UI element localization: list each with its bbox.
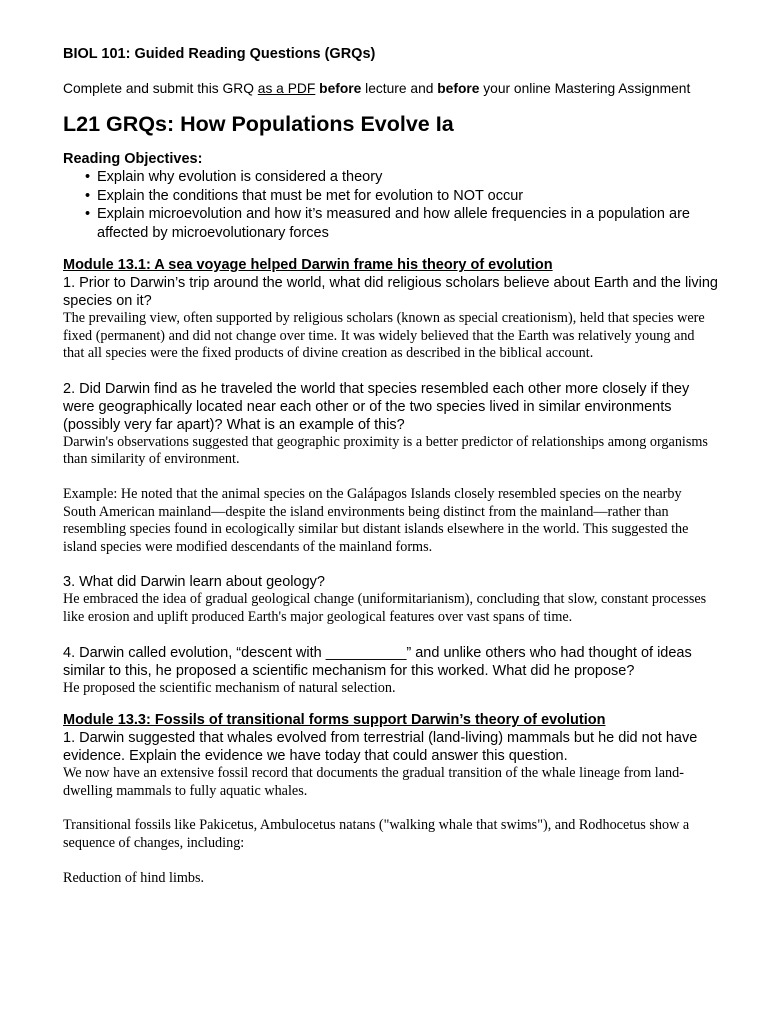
pdf-link[interactable]: as a PDF: [257, 81, 316, 96]
emphasis-before-2: before: [437, 81, 480, 96]
instructions-text: Complete and submit this GRQ: [63, 81, 258, 96]
module-13-3-heading: Module 13.3: Fossils of transitional forms support Darwin’s theory of evolution: [63, 712, 606, 729]
page-title: L21 GRQs: How Populations Evolve Ia: [63, 112, 454, 136]
answer-1: The prevailing view, often supported by religious scholars (known as special creationism), held that species were fixed (permanent) and did not change over time. It was widely believed that the Earth was relatively young and that all species were the fixed products of divine creation as described in the biblical account.: [63, 310, 705, 362]
course-title: BIOL 101: Guided Reading Questions (GRQs): [63, 46, 376, 62]
emphasis-before-1: before: [319, 81, 362, 96]
answer-5-transitional: Transitional fossils like Pakicetus, Ambulocetus natans ("walking whale that swims"), and Rodhocetus show a sequence of changes, including:: [63, 817, 690, 851]
answer-2: Darwin's observations suggested that geographic proximity is a better predictor of relationships among organisms than similarity of environment.: [63, 433, 708, 468]
question-2: 2. Did Darwin find as he traveled the world that species resembled each other more closely if they were geographically located near each other or of the two species lived in similar environments (possibly very far apart)? What is an example of this?: [63, 380, 690, 433]
answer-2-example: Example: He noted that the animal species on the Galápagos Islands closely resembled species on the nearby South American mainland—despite the island environments being distinct from the mainland—rather than resembling species found in ecologically similar but distant islands elsewhere in the world. This suggested the island species were modified descendants of the mainland forms.: [63, 485, 689, 555]
objective-item: • Explain the conditions that must be met for evolution to NOT occur: [87, 187, 718, 206]
question-3: 3. What did Darwin learn about geology?: [63, 574, 325, 591]
question-4: 4. Darwin called evolution, “descent with __________” and unlike others who had thought of ideas similar to this, he proposed a scientific mechanism for this worked. What did he propose?: [63, 644, 692, 679]
objective-item: • Explain why evolution is considered a theory: [87, 168, 718, 187]
objective-item: • Explain microevolution and how it’s measured and how allele frequencies in a population are affected by microevolutionary forces: [87, 205, 718, 242]
objectives-list: [63, 168, 718, 242]
question-5: 1. Darwin suggested that whales evolved from terrestrial (land-living) mammals but he did not have evidence. Explain the evidence we have today that could answer this question.: [63, 730, 698, 765]
answer-3: He embraced the idea of gradual geological change (uniformitarianism), concluding that slow, constant processes like erosion and uplift produced Earth's major geological features over vast spans of time.: [63, 591, 707, 625]
objectives-heading: Reading Objectives:: [63, 151, 203, 167]
answer-4: He proposed the scientific mechanism of natural selection.: [63, 679, 396, 696]
answer-5: We now have an extensive fossil record that documents the gradual transition of the whale lineage from land-dwelling mammals to fully aquatic whales.: [63, 765, 684, 799]
instructions: Complete and submit this GRQ as a PDF before lecture and before your online Mastering Assignment: [63, 81, 691, 96]
module-13-1-heading: Module 13.1: A sea voyage helped Darwin frame his theory of evolution: [63, 257, 553, 273]
answer-5-list-item: Reduction of hind limbs.: [63, 869, 205, 886]
question-1: 1. Prior to Darwin’s trip around the world, what did religious scholars believe about Earth and the living species on it?: [63, 275, 718, 309]
